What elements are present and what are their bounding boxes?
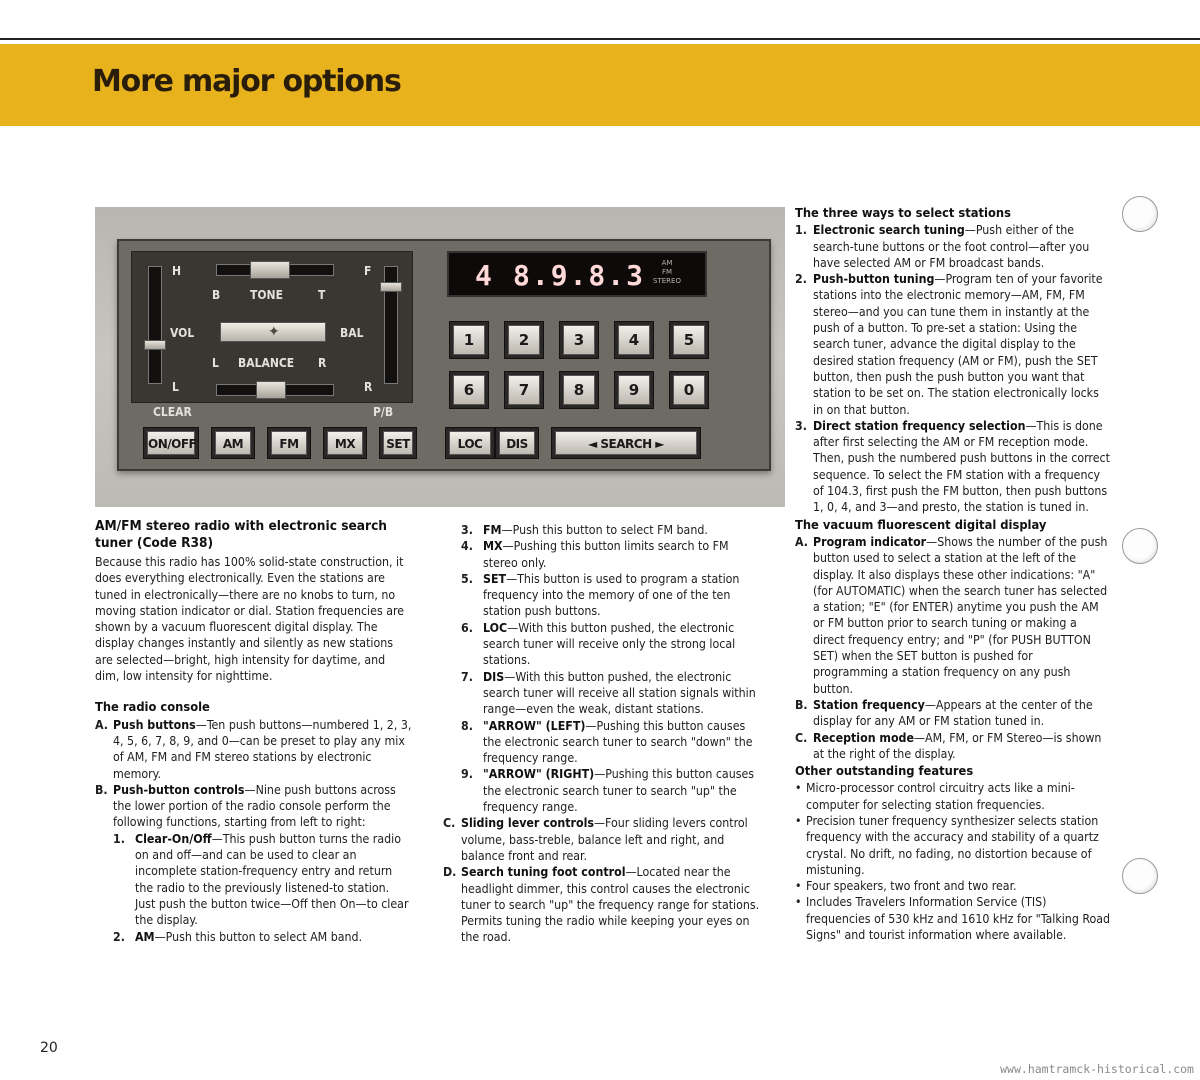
item-title: Push buttons <box>113 717 196 732</box>
item-label: 1. <box>113 831 125 846</box>
loc-button <box>445 427 495 459</box>
item-label: 6. <box>461 620 473 635</box>
item-label: 3. <box>795 418 807 433</box>
console-item-a <box>95 717 413 782</box>
label-tone: TONE <box>250 288 283 302</box>
fm-button <box>267 427 311 459</box>
label-vol: VOL <box>170 326 195 340</box>
item-label: C. <box>443 816 456 831</box>
item-title: Reception mode <box>813 730 914 745</box>
am-label: AM <box>215 431 251 455</box>
feature-text: Micro-processor control circuitry acts like a mini-computer for selecting station frequencies. <box>806 781 1075 812</box>
way-item-2 <box>795 271 1111 418</box>
search-button <box>551 427 701 459</box>
preset-label: 8 <box>563 375 595 405</box>
item-title: Search tuning foot control <box>461 865 626 880</box>
slider-panel <box>131 251 413 403</box>
item-label: 3. <box>461 523 473 537</box>
display-heading: The vacuum fluorescent digital display <box>795 517 1047 533</box>
label-r-lower: R <box>364 380 373 394</box>
mode-stereo: STEREO <box>653 277 681 285</box>
display-frequency: 8.9.8.3 <box>513 259 646 292</box>
footer-url: www.hamtramck-historical.com <box>1000 1062 1194 1076</box>
item-label: 5. <box>461 571 473 586</box>
item-label: 2. <box>113 929 125 944</box>
page-title: More major options <box>92 64 401 99</box>
label-clear: CLEAR <box>153 405 192 419</box>
preset-label: 9 <box>618 375 650 405</box>
item-title: Clear-On/Off <box>135 831 212 846</box>
item-text: —Push this button to select AM band. <box>154 929 363 944</box>
preset-label: 2 <box>508 325 540 355</box>
preset-label: 5 <box>673 325 705 355</box>
item-text: —Program ten of your favorite stations into the electronic memory—AM, FM, FM stereo—and you can tune them in instantly at the push of a button. To pre-set a station: Using the search tuner, advance the digital display to the desired station frequency (AM or FM), push the SET button, then push the push button you want that station to be set on. The station electronically locks in on that button. <box>813 272 1103 417</box>
preset-button-8 <box>559 371 599 409</box>
preset-button-0 <box>669 371 709 409</box>
preset-button-6 <box>449 371 489 409</box>
item-label: C. <box>795 730 808 745</box>
preset-button-5 <box>669 321 709 359</box>
fm-label: FM <box>271 431 307 455</box>
item-title: Station frequency <box>813 697 925 712</box>
bullet: • <box>795 813 802 828</box>
fade-knob <box>380 282 402 292</box>
item-text: —Four sliding levers control volume, bass-treble, balance left and right, and balance front and rear. <box>461 816 748 863</box>
mx-label: MX <box>327 431 363 455</box>
item-text: —With this button pushed, the electronic search tuner will receive all station signals within range—even the weak, distant stations. <box>483 669 756 717</box>
item-text: —This is done after first selecting the AM or FM reception mode. Then, push the numbered push buttons in the correct sequence. To select the FM station with a frequency of 104.3, first push the FM button, then push buttons 1, 0, 4, and 3—and presto, the station is tuned in. <box>813 418 1110 515</box>
volume-slot <box>148 266 162 384</box>
section-heading: AM/FM stereo radio with electronic search tuner (Code R38) <box>95 518 388 551</box>
mx-button <box>323 427 367 459</box>
item-title: AM <box>135 929 155 944</box>
item-title: Sliding lever controls <box>461 816 594 831</box>
label-balance: BALANCE <box>238 356 295 370</box>
item-text: —Appears at the center of the display for any AM or FM station tuned in. <box>813 697 1093 729</box>
display-program: 4 <box>475 259 492 292</box>
binder-hole-bottom <box>1122 858 1158 894</box>
item-text: —Ten push buttons—numbered 1, 2, 3, 4, 5, 6, 7, 8, 9, and 0—can be preset to play any mix of AM, FM and FM stereo stations by electronic memory. <box>113 717 412 781</box>
item-text: —This button is used to program a station frequency into the memory of one of the ten station push buttons. <box>483 571 740 619</box>
balance-knob <box>256 381 286 399</box>
control-item-6 <box>443 620 765 669</box>
control-item-9 <box>443 766 765 815</box>
label-t: T <box>318 288 326 302</box>
item-text: —With this button pushed, the electronic search tuner will receive only the strong local stations. <box>483 620 736 668</box>
column-3 <box>795 206 1111 943</box>
set-label: SET <box>383 431 413 455</box>
item-text: —Shows the number of the push button used to select a station at the left of the display. It also displays these other indications: "A" (for AUTOMATIC) when the search tuner has selected a station; "E" (for ENTER) anytime you push the AM or FM button prior to search tuning or making a direct frequency entry; and "P" (for PUSH BUTTON SET) when the SET button is pushed for programming a station frequency on any push button. <box>813 534 1108 696</box>
item-title: "ARROW" (LEFT) <box>483 718 586 733</box>
onoff-button <box>143 427 199 459</box>
bullet: • <box>795 895 802 910</box>
feature-text: Precision tuner frequency synthesizer selects station frequency with the accuracy and stability of a quartz crystal. No drift, no fading, no distortion because of mistuning. <box>806 813 1099 877</box>
preset-button-7 <box>504 371 544 409</box>
display-item-b <box>795 697 1111 730</box>
volume-knob <box>144 340 166 350</box>
item-title: DIS <box>483 669 505 684</box>
bullet: • <box>795 781 802 796</box>
preset-button-2 <box>504 321 544 359</box>
feature-text: Four speakers, two front and two rear. <box>806 879 1017 894</box>
column-2 <box>443 522 765 946</box>
feature-item-4 <box>795 894 1111 943</box>
control-item-8 <box>443 718 765 767</box>
item-title: Push-button controls <box>113 782 245 797</box>
item-text: —Located near the headlight dimmer, this control causes the electronic tuner to search "up" the frequency range for stations. Permits tuning the radio while keeping your eyes on the road. <box>461 865 760 945</box>
loc-label: LOC <box>449 431 491 455</box>
item-title: Electronic search tuning <box>813 223 965 238</box>
console-item-c <box>443 815 765 864</box>
item-title: Direct station frequency selection <box>813 418 1026 433</box>
item-label: 9. <box>461 767 473 782</box>
item-text: —Push this button to select FM band. <box>501 523 708 537</box>
item-text: —Pushing this button causes the electronic search tuner to search "up" the frequency range. <box>483 767 755 815</box>
binder-hole-top <box>1122 196 1158 232</box>
digital-display <box>447 251 707 297</box>
binder-hole-middle <box>1122 528 1158 564</box>
label-pb: P/B <box>373 405 394 419</box>
preset-button-9 <box>614 371 654 409</box>
feature-text: Includes Travelers Information Service (TIS) frequencies of 530 kHz and 1610 kHz for "Talking Road Signs" and tourist information where available. <box>806 895 1111 943</box>
feature-item-2 <box>795 813 1111 878</box>
item-label: A. <box>95 717 108 732</box>
control-item-4 <box>443 538 765 571</box>
item-title: Program indicator <box>813 534 927 549</box>
item-text: —Pushing this button limits search to FM stereo only. <box>483 539 729 570</box>
way-item-1 <box>795 222 1111 271</box>
item-label: B. <box>795 697 808 712</box>
label-f: F <box>364 264 372 278</box>
preset-label: 4 <box>618 325 650 355</box>
item-title: SET <box>483 571 507 586</box>
intro-paragraph: Because this radio has 100% solid-state construction, it does everything electronically. Even the stations are tuned in electronically—there are no knobs to turn, no moving station indicator or dial. Station frequencies are shown by a vacuum fluorescent digital display. The display changes instantly and silently as new stations are selected—bright, high intensity for daytime, and dim, low intensity for nighttime. <box>95 555 405 684</box>
preset-label: 1 <box>453 325 485 355</box>
item-label: 8. <box>461 718 473 733</box>
console-item-b <box>95 782 413 831</box>
item-text: —Nine push buttons across the lower portion of the radio console perform the following functions, starting from left to right: <box>113 782 396 830</box>
item-label: 4. <box>461 539 473 554</box>
preset-label: 6 <box>453 375 485 405</box>
way-item-3 <box>795 418 1111 516</box>
dis-label: DIS <box>499 431 535 455</box>
label-b: B <box>212 288 221 302</box>
console-heading: The radio console <box>95 700 210 716</box>
display-item-c <box>795 730 1111 763</box>
item-text: —AM, FM, or FM Stereo—is shown at the right of the display. <box>813 730 1102 761</box>
item-title: "ARROW" (RIGHT) <box>483 767 595 782</box>
radio-photo <box>95 207 785 507</box>
search-label: ◄ SEARCH ► <box>555 431 697 455</box>
feature-item-1 <box>795 780 1111 813</box>
features-heading: Other outstanding features <box>795 764 974 780</box>
preset-button-3 <box>559 321 599 359</box>
label-bal: BAL <box>340 326 364 340</box>
bullet: • <box>795 879 802 894</box>
ways-heading: The three ways to select stations <box>795 206 1011 221</box>
item-title: Push-button tuning <box>813 272 935 287</box>
item-title: FM <box>483 523 502 537</box>
console-item-d <box>443 864 765 945</box>
preset-label: 7 <box>508 375 540 405</box>
mode-fm: FM <box>661 268 673 276</box>
item-label: A. <box>795 534 808 549</box>
control-item-1 <box>95 831 413 929</box>
control-item-2 <box>95 929 413 945</box>
item-title: LOC <box>483 620 508 635</box>
label-r: R <box>318 356 327 370</box>
item-label: B. <box>95 782 108 797</box>
label-l: L <box>212 356 219 370</box>
control-item-7 <box>443 669 765 718</box>
onoff-label: ON/OFF <box>147 431 195 455</box>
preset-label: 3 <box>563 325 595 355</box>
label-l-lower: L <box>172 380 179 394</box>
feature-item-3 <box>795 878 1111 894</box>
display-mode <box>649 259 685 286</box>
label-h: H <box>172 264 182 278</box>
display-item-a <box>795 534 1111 697</box>
item-label: 1. <box>795 223 807 238</box>
item-label: 7. <box>461 669 473 684</box>
tone-knob <box>250 261 290 279</box>
set-button <box>379 427 417 459</box>
item-text: —This push button turns the radio on and off—and can be used to clear an incomplete station-frequency entry and return the radio to the previously listened-to station. Just push the button twice—Off then On—to clear the display. <box>135 831 409 928</box>
item-text: —Pushing this button causes the electronic search tuner to search "down" the frequency range. <box>483 718 753 766</box>
pentastar-icon: ✦ <box>268 324 280 340</box>
item-label: D. <box>443 865 457 880</box>
page-number: 20 <box>40 1040 58 1056</box>
item-text: —Push either of the search-tune buttons or the foot control—after you have selected AM or FM broadcast bands. <box>813 223 1090 270</box>
item-title: MX <box>483 539 503 554</box>
radio-console <box>117 239 771 471</box>
dis-button <box>495 427 539 459</box>
column-1 <box>95 518 413 945</box>
item-label: 2. <box>795 272 807 287</box>
control-item-3 <box>443 522 765 538</box>
control-item-5 <box>443 571 765 620</box>
preset-label: 0 <box>673 375 705 405</box>
am-button <box>211 427 255 459</box>
preset-button-4 <box>614 321 654 359</box>
mode-am: AM <box>661 259 673 267</box>
top-rule <box>0 38 1200 40</box>
preset-button-1 <box>449 321 489 359</box>
